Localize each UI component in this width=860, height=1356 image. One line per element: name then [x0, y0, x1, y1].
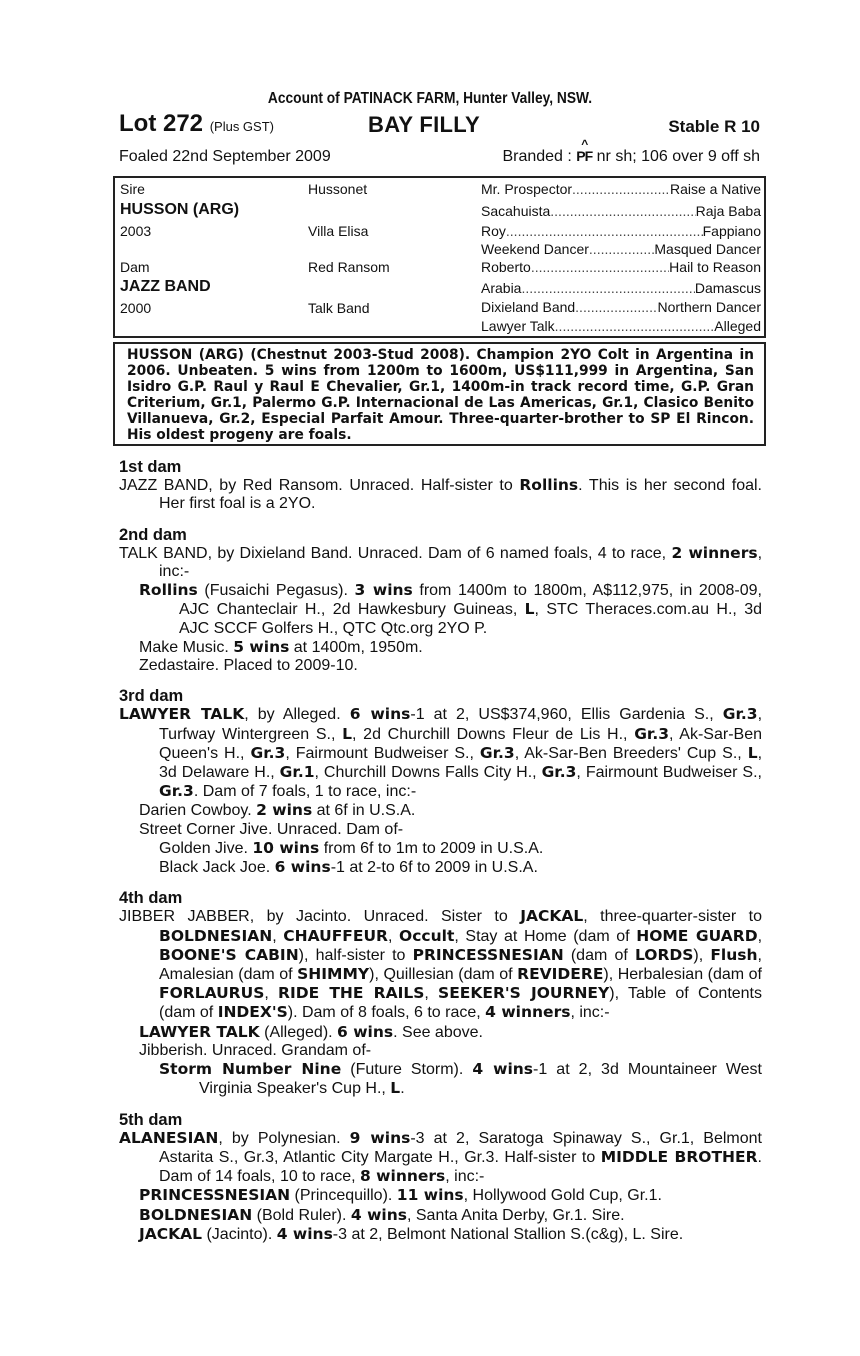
- text-run: , inc:-: [159, 544, 763, 581]
- text-run: at 1400m, 1950m.: [289, 638, 423, 656]
- gp-right: Alleged: [714, 318, 761, 334]
- wins-count: 4 wins: [350, 1205, 407, 1224]
- dam-name: JAZZ BAND: [120, 278, 211, 295]
- text-run: , 2d Churchill Downs Fleur de Lis H.,: [352, 725, 635, 743]
- text-run: , by Alleged.: [244, 706, 350, 724]
- fourth-dam-text: [119, 907, 762, 1022]
- wins-count: 9 wins: [349, 1128, 411, 1147]
- wins-count: 4 wins: [276, 1224, 333, 1243]
- horse-name: PRINCESSNESIAN: [139, 1186, 291, 1205]
- race-grade: L: [342, 724, 353, 743]
- text-run: , inc:-: [445, 1168, 485, 1186]
- gp-left: Sacahuista: [481, 203, 551, 219]
- horse-description: BAY FILLY: [368, 112, 480, 137]
- horse-name: JACKAL: [520, 907, 584, 926]
- text-run: , Ak-Sar-Ben Breeders' Cup S.,: [514, 744, 748, 762]
- gp-right: Northern Dancer: [657, 299, 761, 315]
- sire-notes: HUSSON (ARG) (Chestnut 2003-Stud 2008). Champion 2YO Colt in Argentina in 2006. Unbeaten. 5 wins from 1200m to 1600m, US$111,999 in Argentina, San Isidro G.P. Raul y Raul E Chevalier, Gr.1, 1400m-in track record time, G.P. Gran Criterium, Gr.1, Palermo G.P. Internacional de Las Americas, Gr.1, Clasico Benito Villanueva, Gr.2, Especial Parfait Amour. Three-quarter-brother to SP El Rincon. His oldest progeny are foals.: [127, 347, 754, 443]
- text-run: (Fusaichi Pegasus).: [197, 582, 355, 600]
- text-run: (Jacinto).: [202, 1225, 277, 1243]
- wins-count: 2 winners: [671, 543, 758, 562]
- fourth-dam-heading: 4th dam: [119, 889, 183, 908]
- horse-name: ALANESIAN: [119, 1128, 219, 1147]
- text-run: (Princequillo).: [290, 1187, 397, 1205]
- race-grade: Gr.3: [541, 763, 577, 782]
- progeny-entry: [119, 1060, 762, 1098]
- horse-name: PRINCESSNESIAN: [412, 945, 564, 964]
- text-run: . Dam of 7 foals, 1 to race, inc:-: [193, 783, 417, 801]
- progeny-entry: [119, 638, 762, 657]
- horse-name: Rollins: [519, 476, 579, 495]
- progeny-entry: [119, 1023, 762, 1042]
- gst-note: (Plus GST): [209, 119, 274, 134]
- horse-name: INDEX'S: [217, 1003, 288, 1022]
- text-run: -3 at 2, Belmont National Stallion S.(c&g), L. Sire.: [332, 1225, 684, 1243]
- wins-count: 3 wins: [354, 581, 413, 600]
- gp-right: Raise a Native: [669, 181, 761, 197]
- text-run: , Turfway Wintergreen S.,: [159, 706, 763, 743]
- third-dam-text: [119, 705, 762, 801]
- text-run: from 6f to 1m to 2009 in U.S.A.: [319, 839, 544, 857]
- branded-detail: nr sh; 106 over 9 off sh: [596, 148, 760, 165]
- text-run: , Stay at Home (dam of: [454, 927, 637, 945]
- progeny-entry: Zedastaire. Placed to 2009-10.: [139, 657, 358, 675]
- text-run: , Hollywood Gold Cup, Gr.1.: [463, 1187, 662, 1205]
- text-run: Make Music.: [139, 638, 234, 656]
- grandparent-row: [481, 318, 761, 334]
- text-run: -1 at 2-to 6f to 2009 in U.S.A.: [330, 859, 538, 877]
- wins-count: 8 winners: [360, 1167, 446, 1186]
- account-line: Account of PATINACK FARM, Hunter Valley, NSW.: [267, 90, 593, 107]
- gp-left: Weekend Dancer: [481, 241, 589, 257]
- text-run: Black Jack Joe.: [159, 859, 275, 877]
- progeny-entry: [119, 1225, 762, 1244]
- leader-dots: [572, 181, 670, 197]
- grandparent-row: [481, 203, 761, 219]
- text-run: ,: [757, 927, 763, 945]
- text-run: -3 at 2, Saratoga Spinaway S., Gr.1, Belmont Astarita S., Gr.3, Atlantic City Margate H., Gr.3. Half-sister to: [159, 1129, 763, 1166]
- text-run: ), Herbalesian (dam of: [603, 966, 762, 984]
- gp-left: Roberto: [481, 259, 531, 275]
- wins-count: 4 winners: [485, 1003, 571, 1022]
- horse-name: LAWYER TALK: [139, 1022, 260, 1041]
- leader-dots: [550, 203, 695, 219]
- text-run: JIBBER JABBER, by Jacinto. Unraced. Sister to: [119, 908, 521, 926]
- text-run: , three-quarter-sister to: [583, 908, 762, 926]
- text-run: (Future Storm).: [341, 1061, 473, 1079]
- text-run: (dam of: [563, 946, 635, 964]
- gp-left: Roy: [481, 223, 506, 239]
- dam-sire: Red Ransom: [308, 259, 390, 275]
- leader-dots: [506, 223, 703, 239]
- race-grade: Gr.3: [250, 743, 286, 762]
- gp-right: Hail to Reason: [669, 259, 761, 275]
- text-run: .: [400, 1080, 405, 1098]
- text-run: , 3d Delaware H.,: [159, 744, 763, 782]
- horse-name: BOLDNESIAN: [139, 1205, 253, 1224]
- foaled-date: Foaled 22nd September 2009: [119, 148, 331, 165]
- text-run: Golden Jive.: [159, 839, 253, 857]
- text-run: . This is her second foal. Her first foal is a 2YO.: [159, 477, 763, 513]
- text-run: , by Polynesian.: [218, 1129, 350, 1147]
- text-run: , Fairmount Budweiser S.,: [285, 744, 480, 762]
- grandparent-row: [481, 241, 761, 257]
- horse-name: SHIMMY: [297, 965, 370, 984]
- grandparent-row: [481, 181, 761, 197]
- sire-name: HUSSON (ARG): [120, 201, 240, 218]
- progeny-entry: [119, 1186, 762, 1205]
- text-run: , Churchill Downs Falls City H.,: [314, 764, 542, 782]
- dam-lines: [119, 458, 762, 1244]
- horse-name: HOME GUARD: [636, 926, 758, 945]
- wins-count: 5 wins: [233, 637, 290, 656]
- sire-sire: Hussonet: [308, 181, 368, 197]
- text-run: ),: [693, 946, 711, 964]
- text-run: ,: [388, 927, 400, 945]
- horse-name: MIDDLE BROTHER: [600, 1147, 758, 1166]
- horse-name: REVIDERE: [517, 965, 604, 984]
- progeny-entry: [119, 801, 762, 820]
- race-grade: Gr.3: [479, 743, 515, 762]
- first-dam-heading: 1st dam: [119, 458, 182, 476]
- grandparent-row: [481, 223, 761, 239]
- stable-number: Stable R 10: [668, 117, 760, 136]
- progeny-entry: [119, 858, 762, 877]
- text-run: , Ak-Sar-Ben Queen's H.,: [159, 725, 762, 762]
- dam-label: Dam: [120, 259, 150, 275]
- brand-letters: PF: [576, 148, 593, 164]
- race-grade: L: [747, 743, 758, 762]
- gp-right: Damascus: [694, 280, 761, 296]
- horse-name: Rollins: [139, 581, 198, 600]
- text-run: (Bold Ruler).: [252, 1206, 351, 1224]
- brand-hat: ^: [581, 137, 588, 151]
- leader-dots: [589, 241, 654, 257]
- gp-left: Mr. Prospector: [481, 181, 573, 197]
- second-dam-heading: 2nd dam: [119, 525, 187, 544]
- dam-dam: Talk Band: [308, 300, 370, 316]
- progeny-entry: [119, 581, 762, 638]
- race-grade: Gr.3: [159, 782, 194, 801]
- wins-count: 2 wins: [256, 801, 313, 820]
- gp-left: Dixieland Band: [481, 299, 576, 315]
- race-grade: Gr.3: [722, 705, 758, 724]
- horse-name: BOLDNESIAN: [159, 926, 273, 945]
- brand-mark: [576, 137, 593, 164]
- race-grade: Gr.3: [634, 724, 670, 743]
- sire-dam: Villa Elisa: [308, 223, 369, 239]
- wins-count: 4 wins: [472, 1060, 534, 1079]
- second-dam-text: [119, 544, 762, 581]
- leader-dots: [521, 280, 694, 296]
- branded-label: Branded :: [502, 148, 572, 165]
- dam-year: 2000: [120, 300, 152, 316]
- grandparent-row: [481, 299, 761, 315]
- horse-name: Flush: [710, 945, 758, 964]
- text-run: , Santa Anita Derby, Gr.1. Sire.: [406, 1206, 625, 1224]
- horse-name: BOONE'S CABIN: [159, 945, 299, 964]
- race-grade: L: [390, 1079, 401, 1098]
- horse-name: RIDE THE RAILS: [278, 984, 425, 1003]
- lot-number: [119, 110, 274, 138]
- text-run: , Fairmount Budweiser S.,: [576, 764, 762, 782]
- horse-name: FORLAURUS: [159, 984, 265, 1003]
- leader-dots: [531, 259, 669, 275]
- text-run: ), Quillesian (dam of: [369, 966, 518, 984]
- horse-name: JACKAL: [139, 1224, 203, 1243]
- lot-label: Lot 272: [119, 110, 204, 137]
- horse-name: LORDS: [634, 945, 694, 964]
- race-grade: Gr.1: [279, 763, 315, 782]
- sire-notes-box: [113, 342, 766, 446]
- gp-right: Fappiano: [702, 223, 761, 239]
- text-run: . Dam of 14 foals, 10 to race,: [159, 1148, 762, 1186]
- text-run: ,: [272, 927, 284, 945]
- progeny-entry: [119, 1206, 762, 1225]
- horse-name: LAWYER TALK: [119, 705, 245, 724]
- third-dam-heading: 3rd dam: [119, 687, 184, 706]
- sire-label: Sire: [120, 181, 145, 197]
- text-run: Darien Cowboy.: [139, 802, 257, 820]
- text-run: , inc:-: [570, 1004, 610, 1022]
- pedigree-table: [113, 176, 766, 338]
- wins-count: 11 wins: [396, 1186, 464, 1205]
- text-run: (Alleged).: [259, 1023, 338, 1041]
- gp-left: Lawyer Talk: [481, 318, 555, 334]
- text-run: , STC Theraces.com.au H., 3d AJC SCCF Golfers H., QTC Qtc.org 2YO P.: [179, 601, 763, 637]
- brand-info: [502, 137, 760, 166]
- text-run: . See above.: [393, 1023, 483, 1041]
- race-grade: L: [524, 600, 535, 619]
- gp-right: Raja Baba: [695, 203, 761, 219]
- gp-right: Masqued Dancer: [654, 241, 761, 257]
- progeny-entry: Street Corner Jive. Unraced. Dam of-: [139, 820, 404, 838]
- fifth-dam-text: [119, 1129, 762, 1187]
- sire-year: 2003: [120, 223, 152, 239]
- text-run: JAZZ BAND, by Red Ransom. Unraced. Half-sister to: [119, 477, 520, 495]
- horse-name: SEEKER'S JOURNEY: [438, 984, 610, 1003]
- text-run: ), half-sister to: [298, 946, 413, 964]
- progeny-entry: Jibberish. Unraced. Grandam of-: [139, 1041, 372, 1059]
- text-run: from 1400m to 1800m, A$112,975, in 2008-09, AJC Chanteclair H., 2d Hawkesbury Guineas,: [179, 582, 763, 619]
- wins-count: 6 wins: [337, 1022, 394, 1041]
- first-dam-text: [119, 476, 762, 513]
- leader-dots: [575, 299, 657, 315]
- horse-name: Occult: [399, 926, 455, 945]
- text-run: ,: [264, 985, 279, 1003]
- horse-name: Storm Number Nine: [159, 1060, 342, 1079]
- leader-dots: [555, 318, 715, 334]
- text-run: , Amalesian (dam of: [159, 946, 762, 984]
- wins-count: 10 wins: [252, 838, 320, 857]
- text-run: -1 at 2, US$374,960, Ellis Gardenia S.,: [410, 706, 723, 724]
- grandparent-row: [481, 259, 761, 275]
- text-run: ), Table of Contents (dam of: [159, 985, 762, 1022]
- wins-count: 6 wins: [349, 705, 411, 724]
- gp-left: Arabia: [481, 280, 522, 296]
- text-run: ). Dam of 8 foals, 6 to race,: [287, 1004, 486, 1022]
- progeny-entry: [119, 839, 762, 858]
- text-run: TALK BAND, by Dixieland Band. Unraced. Dam of 6 named foals, 4 to race,: [119, 544, 672, 562]
- text-run: ,: [424, 985, 439, 1003]
- text-run: at 6f in U.S.A.: [312, 802, 416, 820]
- horse-name: CHAUFFEUR: [283, 926, 388, 945]
- grandparent-row: [481, 280, 761, 296]
- fifth-dam-heading: 5th dam: [119, 1110, 183, 1129]
- wins-count: 6 wins: [274, 858, 331, 877]
- text-run: -1 at 2, 3d Mountaineer West Virginia Speaker's Cup H.,: [199, 1061, 763, 1098]
